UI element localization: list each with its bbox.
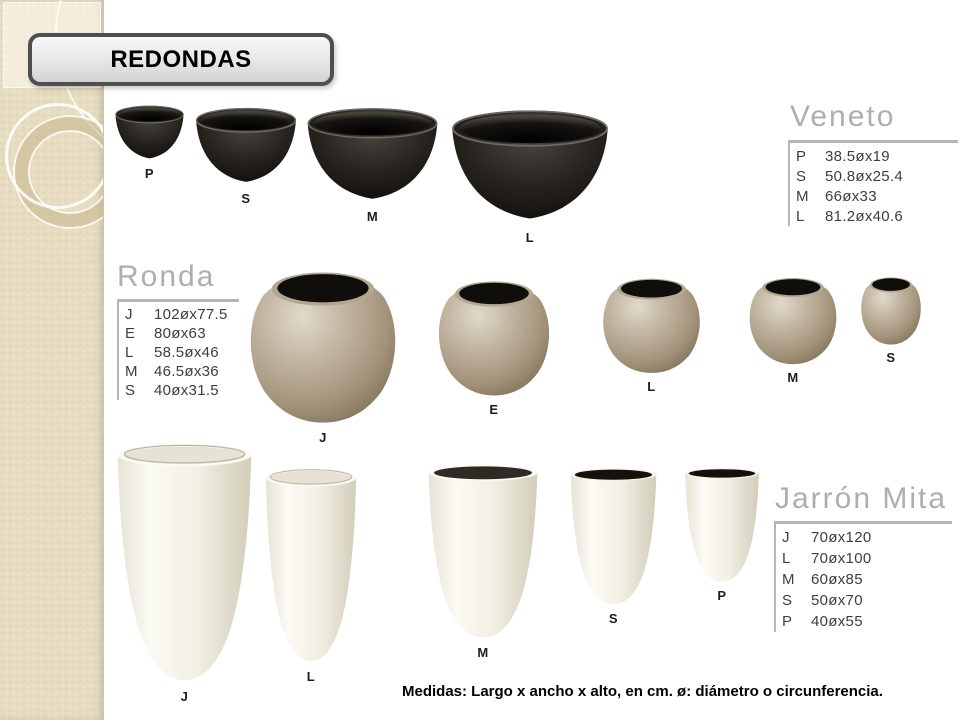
pot-size-label: L — [525, 230, 535, 245]
sphere-image — [598, 271, 705, 375]
size-code: M — [125, 363, 138, 380]
pot-size-label: J — [180, 689, 189, 704]
slide-title: REDONDAS — [110, 45, 252, 73]
pot-size-label: L — [647, 379, 656, 394]
vase-image — [682, 467, 762, 584]
table-row — [125, 381, 239, 400]
size-value: 80øx63 — [154, 325, 206, 342]
table-row — [782, 548, 952, 569]
pot-size-label: S — [608, 611, 619, 626]
table-row — [125, 343, 239, 362]
ronda-sphere-m — [745, 271, 841, 384]
pot-size-label: E — [489, 402, 499, 417]
size-code: L — [782, 550, 791, 567]
vase-image — [424, 463, 542, 641]
pot-size-label: M — [477, 645, 489, 660]
size-code: J — [125, 306, 133, 323]
sphere-image — [433, 272, 555, 398]
size-value: 46.5øx36 — [154, 363, 219, 380]
veneto-bowl-p — [114, 105, 185, 180]
table-row — [796, 186, 958, 206]
jarron-vase-j — [112, 442, 257, 703]
bowl-image — [114, 105, 185, 162]
measurement-note: Medidas: Largo x ancho x alto, en cm. ø: diámetro o circunferencia. — [402, 683, 883, 700]
ronda-sphere-s — [858, 272, 924, 364]
size-value: 58.5øx46 — [154, 344, 219, 361]
size-value: 81.2øx40.6 — [825, 207, 904, 225]
ronda-sphere-j — [243, 260, 403, 444]
table-row — [125, 305, 239, 324]
product-name-jarron-mita: Jarrón Mita — [775, 482, 948, 515]
size-code: S — [782, 592, 793, 609]
sphere-image — [745, 271, 841, 366]
sphere-image — [858, 272, 924, 346]
table-row — [782, 527, 952, 548]
size-value: 50øx70 — [811, 592, 863, 609]
size-code: P — [796, 147, 807, 165]
slide-title-box — [28, 33, 334, 86]
ronda-size-table — [117, 299, 239, 400]
jarron-vase-p — [682, 467, 762, 602]
size-value: 66øx33 — [825, 187, 877, 205]
size-code: J — [782, 529, 790, 546]
vase-image — [112, 442, 257, 685]
pot-size-label: J — [319, 430, 327, 445]
pot-size-label: S — [241, 191, 251, 206]
size-value: 50.8øx25.4 — [825, 167, 904, 185]
ronda-sphere-e — [433, 272, 555, 416]
table-row — [782, 590, 952, 611]
sphere-image — [243, 260, 403, 426]
size-value: 38.5øx19 — [825, 147, 890, 165]
table-row — [796, 206, 958, 226]
table-row — [782, 611, 952, 632]
pot-size-label: P — [144, 166, 155, 181]
bowl-image — [305, 107, 440, 205]
veneto-size-table — [788, 140, 958, 226]
size-value: 40øx31.5 — [154, 382, 219, 399]
size-code: L — [796, 207, 805, 225]
vase-image — [567, 467, 660, 607]
bowl-image — [449, 109, 611, 226]
ronda-sphere-l — [598, 271, 705, 393]
vase-image — [262, 467, 360, 665]
table-row — [796, 146, 958, 166]
product-name-veneto: Veneto — [790, 100, 896, 133]
veneto-bowl-s — [194, 107, 298, 205]
size-value: 102øx77.5 — [154, 306, 228, 323]
jarron-vase-m — [424, 463, 542, 659]
size-code: M — [796, 187, 809, 205]
size-value: 70øx120 — [811, 529, 872, 546]
pot-size-label: M — [787, 370, 799, 385]
size-code: P — [782, 613, 793, 630]
veneto-bowl-l — [449, 109, 611, 244]
table-row — [782, 569, 952, 590]
bowl-image — [194, 107, 298, 187]
jarron-vase-s — [567, 467, 660, 625]
table-row — [796, 166, 958, 186]
strip-circle-decoration — [5, 103, 104, 209]
pot-size-label: P — [717, 588, 727, 603]
table-row — [125, 362, 239, 381]
size-value: 70øx100 — [811, 550, 872, 567]
pot-size-label: M — [366, 209, 379, 224]
size-code: S — [796, 167, 807, 185]
size-value: 40øx55 — [811, 613, 863, 630]
product-name-ronda: Ronda — [117, 260, 216, 293]
jarron-mita-size-table — [774, 521, 952, 632]
size-code: S — [125, 382, 136, 399]
decorative-side-strip — [0, 0, 104, 720]
size-code: L — [125, 344, 134, 361]
size-code: E — [125, 325, 136, 342]
jarron-vase-l — [262, 467, 360, 683]
veneto-bowl-m — [305, 107, 440, 223]
table-row — [125, 324, 239, 343]
size-value: 60øx85 — [811, 571, 863, 588]
pot-size-label: S — [886, 350, 896, 365]
pot-size-label: L — [306, 669, 316, 684]
size-code: M — [782, 571, 795, 588]
